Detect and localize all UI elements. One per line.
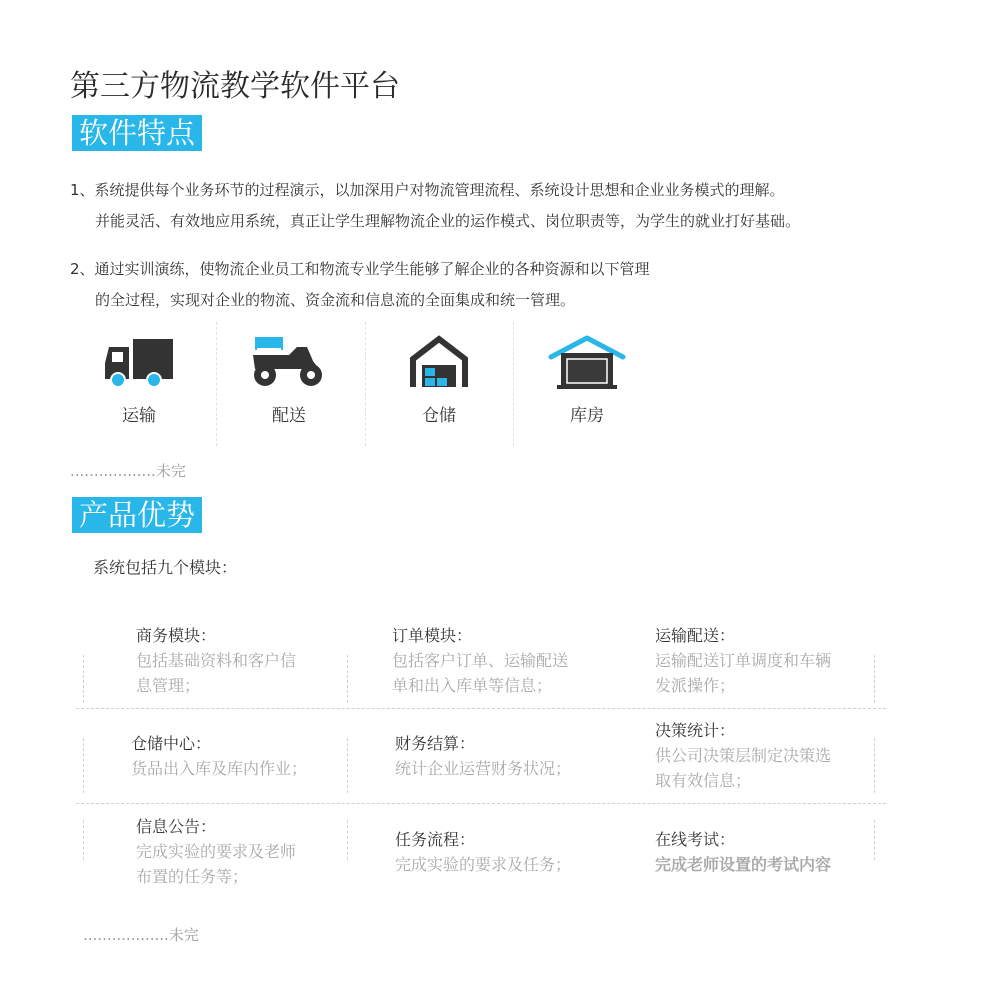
- grid-divider: [874, 655, 875, 703]
- module-decision-stats: [655, 718, 831, 793]
- module-finance: [395, 731, 571, 781]
- icon-label-warehouse: 库房: [570, 406, 604, 426]
- module-desc: 完成实验的要求及老师: [136, 842, 297, 861]
- module-desc: 完成实验的要求及任务；: [395, 855, 572, 874]
- module-task-flow: [395, 827, 571, 877]
- module-desc: 供公司决策层制定决策选: [655, 746, 832, 765]
- grid-divider: [874, 738, 875, 793]
- icon-item-transport: [64, 335, 214, 445]
- truck-icon: [99, 335, 179, 391]
- module-desc: 货品出入库及库内作业；: [131, 759, 308, 778]
- module-desc: 单和出入库单等信息；: [392, 676, 553, 695]
- section-heading-features: 软件特点: [72, 115, 202, 151]
- grid-divider: [347, 820, 348, 860]
- icon-item-delivery: [214, 335, 364, 445]
- feature-2-line-2: 的全过程，实现对企业的物流、资金流和信息流的全面集成和统一管理。: [95, 291, 576, 309]
- module-title: 信息公告：: [136, 817, 217, 836]
- grid-divider: [347, 738, 348, 793]
- section-heading-advantages: 产品优势: [72, 497, 202, 533]
- module-order: [392, 623, 568, 698]
- module-desc: 完成老师设置的考试内容: [655, 855, 832, 874]
- module-title: 决策统计：: [655, 721, 736, 740]
- module-desc: 息管理；: [136, 676, 201, 695]
- module-transport-delivery: [655, 623, 831, 698]
- module-online-exam: [655, 827, 831, 877]
- storage-house-icon: [399, 335, 479, 391]
- module-title: 财务结算：: [395, 734, 476, 753]
- module-title: 任务流程：: [395, 830, 476, 849]
- module-desc: 统计企业运营财务状况；: [395, 759, 572, 778]
- feature-paragraph-1: [70, 175, 800, 237]
- modules-intro: 系统包括九个模块：: [93, 558, 238, 577]
- module-title: 运输配送：: [655, 626, 736, 645]
- module-desc: 取有效信息；: [655, 771, 752, 790]
- scooter-icon: [249, 335, 329, 391]
- module-storage-center: [131, 731, 307, 781]
- grid-divider: [83, 738, 84, 793]
- unfinished-note: ..................未完: [70, 462, 186, 480]
- page-title: 第三方物流教学软件平台: [70, 69, 400, 104]
- unfinished-note: ..................未完: [83, 926, 199, 944]
- module-title: 仓储中心：: [131, 734, 212, 753]
- module-desc: 发派操作；: [655, 676, 736, 695]
- module-title: 商务模块：: [136, 626, 217, 645]
- grid-divider: [76, 803, 886, 804]
- icon-label-delivery: 配送: [272, 406, 306, 426]
- icon-label-transport: 运输: [122, 406, 156, 426]
- module-desc: 布置的任务等；: [136, 867, 249, 886]
- grid-divider: [83, 655, 84, 703]
- module-title: 在线考试：: [655, 830, 736, 849]
- module-announcement: [136, 814, 296, 889]
- module-desc: 包括基础资料和客户信: [136, 651, 297, 670]
- icon-item-warehouse: [512, 335, 662, 445]
- feature-paragraph-2: [70, 254, 650, 316]
- icon-label-storage: 仓储: [422, 406, 456, 426]
- feature-1-line-2: 并能灵活、有效地应用系统，真正让学生理解物流企业的运作模式、岗位职责等，为学生的就业打好基础。: [95, 212, 801, 230]
- module-desc: 包括客户订单、运输配送: [392, 651, 569, 670]
- module-title: 订单模块：: [392, 626, 473, 645]
- grid-divider: [83, 820, 84, 860]
- warehouse-icon: [547, 335, 627, 391]
- feature-2-line-1: 2、通过实训演练，使物流企业员工和物流专业学生能够了解企业的各种资源和以下管理: [70, 260, 650, 278]
- grid-divider: [76, 708, 886, 709]
- grid-divider: [874, 820, 875, 860]
- module-business: [136, 623, 296, 698]
- icon-item-storage: [364, 335, 514, 445]
- grid-divider: [347, 655, 348, 703]
- module-desc: 运输配送订单调度和车辆: [655, 651, 832, 670]
- feature-1-line-1: 1、系统提供每个业务环节的过程演示，以加深用户对物流管理流程、系统设计思想和企业业务模式的理解。: [70, 181, 785, 199]
